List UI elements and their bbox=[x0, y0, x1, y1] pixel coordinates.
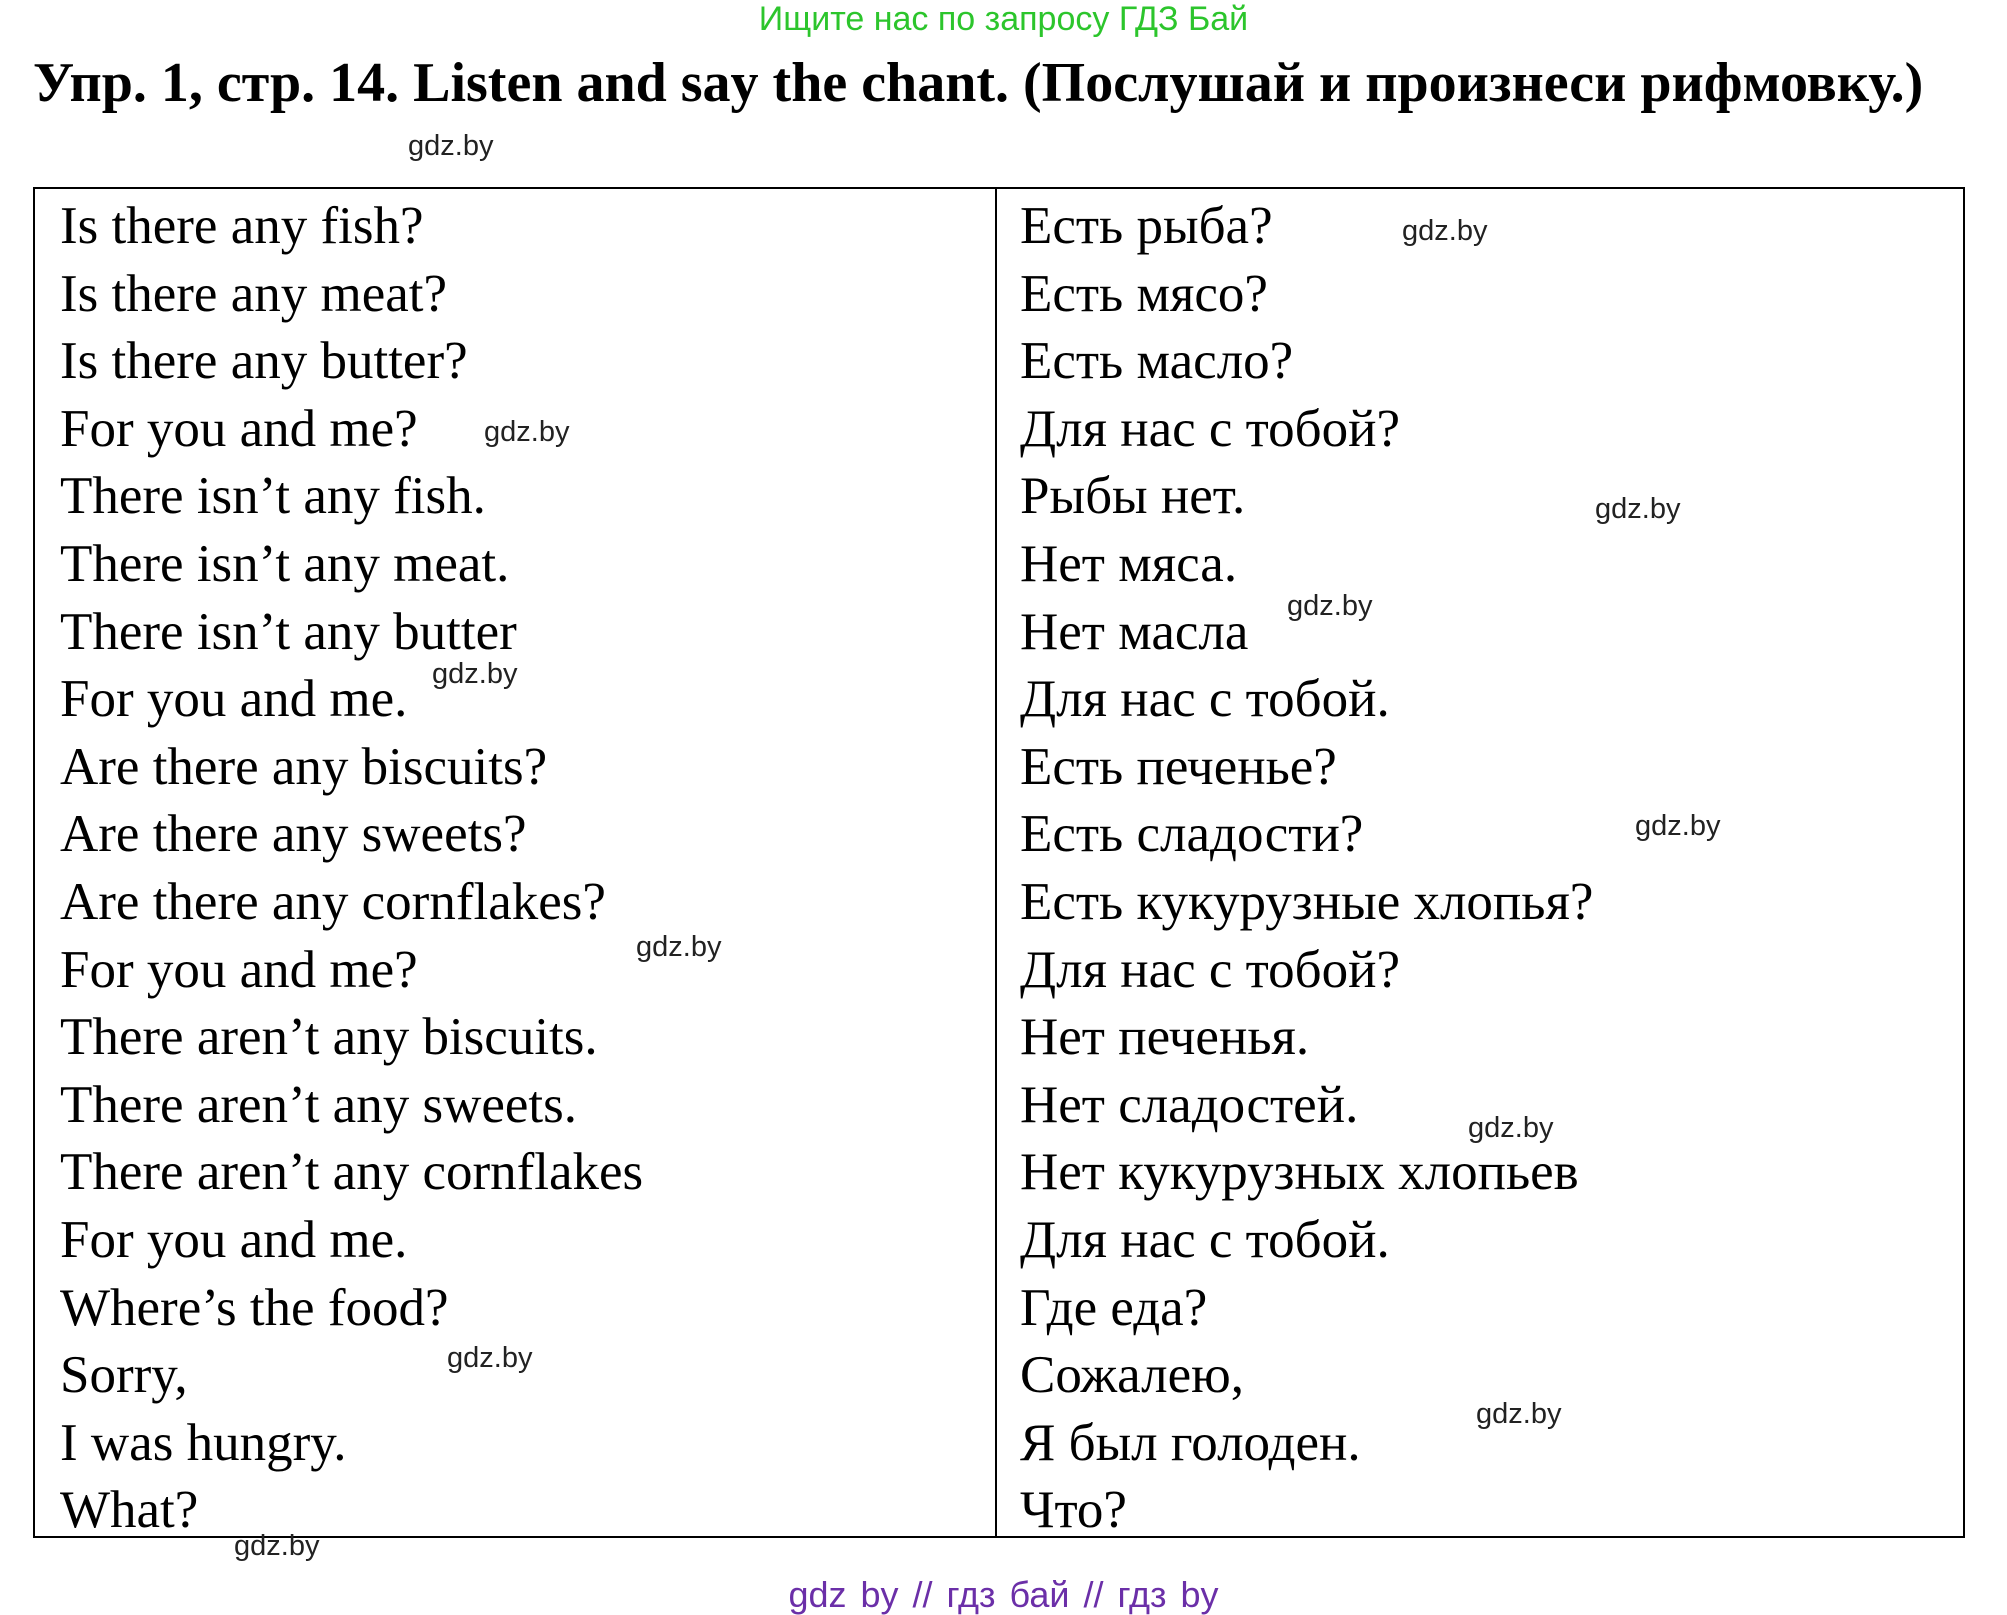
english-line: For you and me. bbox=[60, 670, 408, 729]
watermark: gdz.by bbox=[234, 1530, 320, 1562]
english-line: For you and me. bbox=[60, 1210, 408, 1269]
english-line: There aren’t any cornflakes bbox=[60, 1143, 644, 1202]
english-line: Is there any meat? bbox=[60, 264, 447, 323]
russian-line: Есть печенье? bbox=[1020, 737, 1337, 796]
watermark: gdz.by bbox=[636, 931, 722, 963]
watermark: gdz.by bbox=[1595, 493, 1681, 525]
russian-line: Нет сладостей. bbox=[1020, 1075, 1359, 1134]
watermark: gdz.by bbox=[1468, 1112, 1554, 1144]
english-line: There isn’t any butter bbox=[60, 602, 517, 661]
english-line: Sorry, bbox=[60, 1346, 188, 1405]
russian-line: Есть кукурузные хлопья? bbox=[1020, 872, 1594, 931]
top-banner: Ищите нас по запросу ГДЗ Бай bbox=[758, 0, 1249, 38]
column-divider bbox=[995, 189, 997, 1536]
watermark: gdz.by bbox=[1476, 1398, 1562, 1430]
russian-line: Для нас с тобой. bbox=[1020, 1210, 1390, 1269]
english-line: For you and me? bbox=[60, 940, 418, 999]
russian-line: Нет кукурузных хлопьев bbox=[1020, 1143, 1579, 1202]
english-line: Are there any sweets? bbox=[60, 805, 527, 864]
russian-line: Есть мясо? bbox=[1020, 264, 1268, 323]
english-line: Is there any fish? bbox=[60, 197, 424, 255]
chant-table bbox=[33, 187, 1965, 1538]
english-line: Where’s the food? bbox=[60, 1278, 449, 1337]
russian-line: Нет масла bbox=[1020, 602, 1249, 661]
english-line: Are there any cornflakes? bbox=[60, 872, 606, 931]
russian-line: Для нас с тобой? bbox=[1020, 399, 1400, 458]
russian-line: Сожалею, bbox=[1020, 1346, 1244, 1405]
exercise-heading: Упр. 1, стр. 14. Listen and say the chant. (Послушай и произнеси рифмовку.) bbox=[33, 52, 1924, 114]
russian-line: Что? bbox=[1020, 1481, 1127, 1540]
english-column bbox=[60, 193, 643, 1545]
english-line: There aren’t any biscuits. bbox=[60, 1008, 598, 1067]
russian-line: Есть сладости? bbox=[1020, 805, 1364, 864]
watermark: gdz.by bbox=[447, 1342, 533, 1374]
watermark: gdz.by bbox=[408, 130, 494, 162]
english-line: What? bbox=[60, 1481, 199, 1540]
russian-line: Есть масло? bbox=[1020, 332, 1294, 391]
russian-line: Есть рыба? bbox=[1020, 197, 1273, 255]
english-line: Is there any butter? bbox=[60, 332, 468, 391]
russian-line: Рыбы нет. bbox=[1020, 467, 1246, 526]
russian-line: Я был голоден. bbox=[1020, 1413, 1361, 1472]
watermark: gdz.by bbox=[1635, 810, 1721, 842]
russian-line: Нет мяса. bbox=[1020, 534, 1238, 593]
english-line: There isn’t any meat. bbox=[60, 534, 510, 593]
russian-line: Где еда? bbox=[1020, 1278, 1208, 1337]
english-line: I was hungry. bbox=[60, 1413, 347, 1472]
english-line: There aren’t any sweets. bbox=[60, 1075, 578, 1134]
russian-column bbox=[1020, 193, 1593, 1545]
russian-line: Нет печенья. bbox=[1020, 1008, 1310, 1067]
english-line: There isn’t any fish. bbox=[60, 467, 486, 526]
english-line: Are there any biscuits? bbox=[60, 737, 548, 796]
watermark: gdz.by bbox=[1287, 590, 1373, 622]
russian-line: Для нас с тобой. bbox=[1020, 670, 1390, 729]
russian-line: Для нас с тобой? bbox=[1020, 940, 1400, 999]
watermark: gdz.by bbox=[484, 416, 570, 448]
english-line: For you and me? bbox=[60, 399, 418, 458]
watermark: gdz.by bbox=[432, 658, 518, 690]
footer-watermark: gdz by // гдз бай // гдз by bbox=[788, 1574, 1219, 1615]
watermark: gdz.by bbox=[1402, 215, 1488, 247]
